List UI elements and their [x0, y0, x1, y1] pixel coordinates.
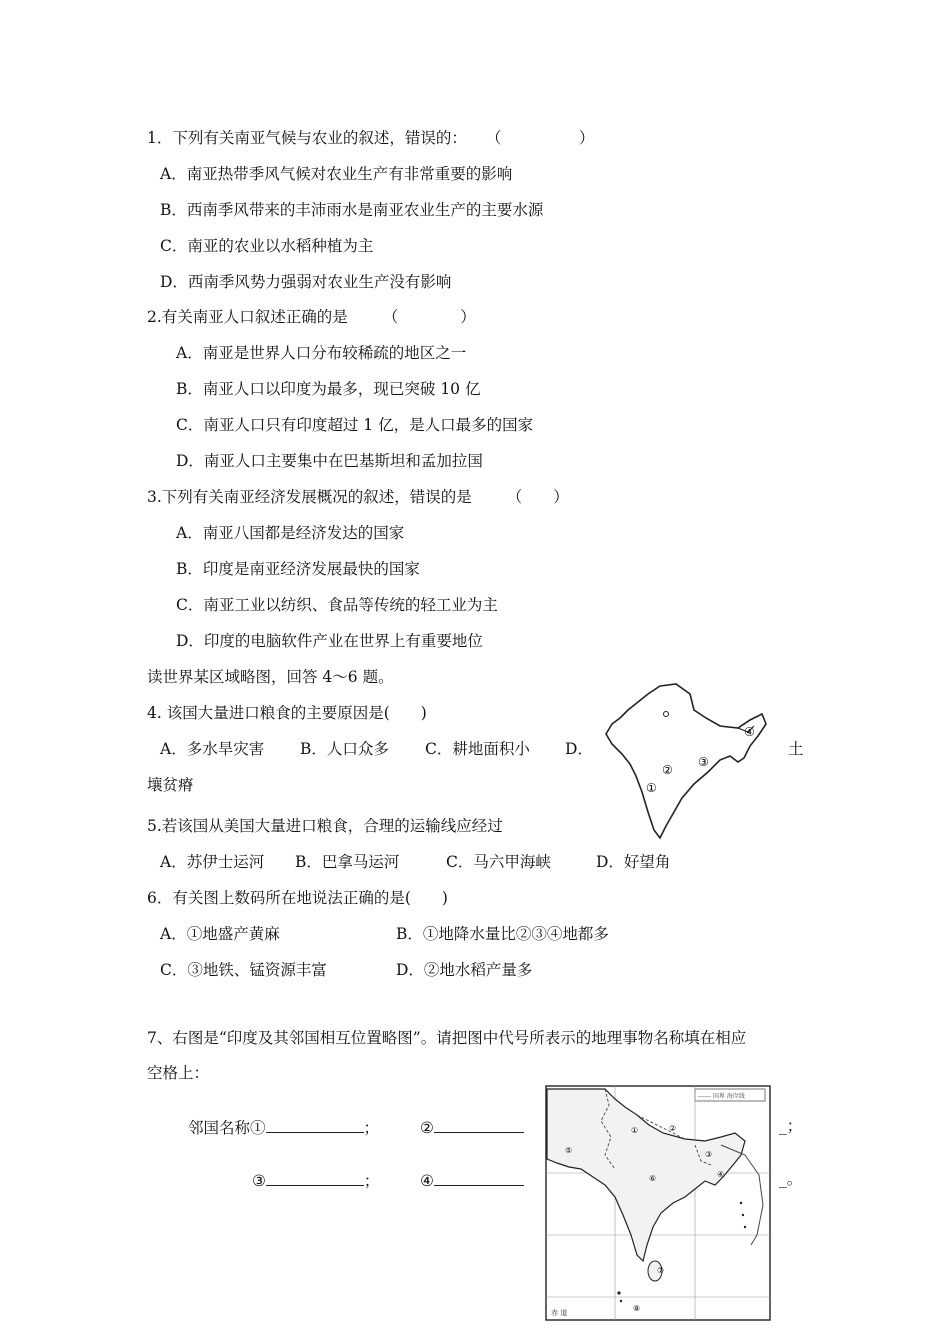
q2-option-b: B．南亚人口以印度为最多，现已突破 10 亿 [176, 380, 481, 398]
map2-label-6: ⑥ [649, 1174, 657, 1183]
q7-line2: 空格上： [147, 1064, 210, 1082]
india-neighbors-svg [545, 1085, 771, 1321]
map2-label-1: ① [631, 1126, 639, 1135]
q2-answer-paren[interactable]: （ ） [382, 308, 476, 326]
q7-end-1: _； [779, 1117, 803, 1135]
q5-option-a: A．苏伊士运河 [160, 853, 265, 871]
q7-neighbor-label: 邻国名称① [188, 1119, 266, 1137]
q7-row2-right [420, 1169, 524, 1191]
capital-dot-icon [664, 712, 669, 717]
q4-stem: 4. 该国大量进口粮食的主要原因是( ) [147, 704, 427, 722]
q3-stem [147, 487, 569, 507]
q7-code-3: ③ [252, 1172, 266, 1190]
map2-label-5: ⑤ [565, 1146, 573, 1155]
q6-option-c: C．③地铁、锰资源丰富 [160, 961, 327, 979]
maldives-dot [617, 1291, 620, 1294]
q3-answer-paren[interactable]: （ ） [506, 488, 569, 506]
map2-legend: ------ 国界 海岸线 [698, 1093, 745, 1100]
q7-blank-2[interactable] [434, 1116, 524, 1133]
q3-option-a: A．南亚八国都是经济发达的国家 [176, 524, 405, 542]
q4-option-c: C．耕地面积小 [425, 740, 530, 758]
q3-option-c: C．南亚工业以纺织、食品等传统的轻工业为主 [176, 596, 498, 614]
q3-stem-text: 3.下列有关南亚经济发展概况的叙述，错误的是 [147, 488, 472, 506]
q5-option-b: B．巴拿马运河 [295, 853, 400, 871]
q7-row2 [252, 1169, 379, 1191]
map2-label-8: ⑧ [633, 1304, 641, 1313]
map2-label-4: ④ [717, 1170, 725, 1179]
q4-option-d-tail: 土 [788, 740, 804, 758]
map1-label-4: ④ [744, 725, 755, 739]
q1-answer-paren[interactable]: （ ） [485, 129, 595, 147]
q7-blank-3[interactable] [266, 1169, 364, 1186]
india-border [606, 684, 766, 838]
q1-option-c: C．南亚的农业以水稻种植为主 [160, 237, 374, 255]
q7-blank-4[interactable] [434, 1169, 524, 1186]
intro-4-6: 读世界某区域略图，回答 4～6 题。 [147, 668, 394, 686]
andaman-dot [744, 1226, 746, 1228]
q4-option-b: B．人口众多 [300, 740, 389, 758]
q2-option-d: D．南亚人口主要集中在巴基斯坦和孟加拉国 [176, 452, 483, 470]
q5-stem: 5.若该国从美国大量进口粮食，合理的运输线应经过 [147, 817, 503, 835]
q4-option-d-wrap: 壤贫瘠 [147, 776, 194, 794]
q1-stem [147, 128, 594, 148]
q4-option-a: A．多水旱灾害 [160, 740, 265, 758]
q2-option-c: C．南亚人口只有印度超过 1 亿，是人口最多的国家 [176, 416, 534, 434]
q6-stem: 6．有关图上数码所在地说法正确的是( ) [147, 889, 448, 907]
q1-option-d: D．西南季风势力强弱对农业生产没有影响 [160, 273, 452, 291]
map2-label-7: ⑦ [657, 1266, 665, 1275]
q6-option-d: D．②地水稻产量多 [396, 961, 533, 979]
andaman-dot [740, 1202, 742, 1204]
maldives-dot [620, 1300, 622, 1302]
q7-end-2: _。 [779, 1170, 803, 1188]
q7-row1 [188, 1116, 379, 1138]
map2-label-2: ② [669, 1124, 677, 1133]
q3-option-b: B．印度是南亚经济发展最快的国家 [176, 560, 420, 578]
q5-option-d: D．好望角 [596, 853, 671, 871]
q3-option-d: D．印度的电脑软件产业在世界上有重要地位 [176, 632, 483, 650]
map2-equator-label: 赤 道 [551, 1309, 568, 1317]
india-neighbors-map [545, 1085, 771, 1321]
q7-line1: 7、右图是“印度及其邻国相互位置略图”。请把图中代号所表示的地理事物名称填在相应 [147, 1029, 747, 1047]
q1-option-a: A．南亚热带季风气候对农业生产有非常重要的影响 [160, 165, 513, 183]
map1-label-1: ① [646, 781, 657, 795]
q7-sep-1: ； [363, 1119, 380, 1137]
q1-stem-text: 1．下列有关南亚气候与农业的叙述，错误的： [147, 129, 467, 147]
map2-label-3: ③ [705, 1150, 713, 1159]
q7-blank-1[interactable] [266, 1116, 364, 1133]
q7-row1-right [420, 1116, 524, 1138]
map1-label-2: ② [662, 763, 673, 777]
q1-option-b: B．西南季风带来的丰沛雨水是南亚农业生产的主要水源 [160, 201, 544, 219]
q6-option-b: B．①地降水量比②③④地都多 [396, 925, 609, 943]
q4-option-d: D． [565, 740, 593, 758]
india-outline-svg [598, 680, 783, 845]
q2-stem [147, 307, 476, 327]
q2-option-a: A．南亚是世界人口分布较稀疏的地区之一 [176, 344, 467, 362]
map1-label-3: ③ [698, 755, 709, 769]
q7-code-2: ② [420, 1119, 434, 1137]
andaman-dot [742, 1214, 744, 1216]
q2-stem-text: 2.有关南亚人口叙述正确的是 [147, 308, 348, 326]
q5-option-c: C．马六甲海峡 [446, 853, 551, 871]
q6-option-a: A．①地盛产黄麻 [160, 925, 280, 943]
q7-sep-2: ； [363, 1172, 380, 1190]
india-outline-map [598, 680, 783, 845]
q7-code-4: ④ [420, 1172, 434, 1190]
